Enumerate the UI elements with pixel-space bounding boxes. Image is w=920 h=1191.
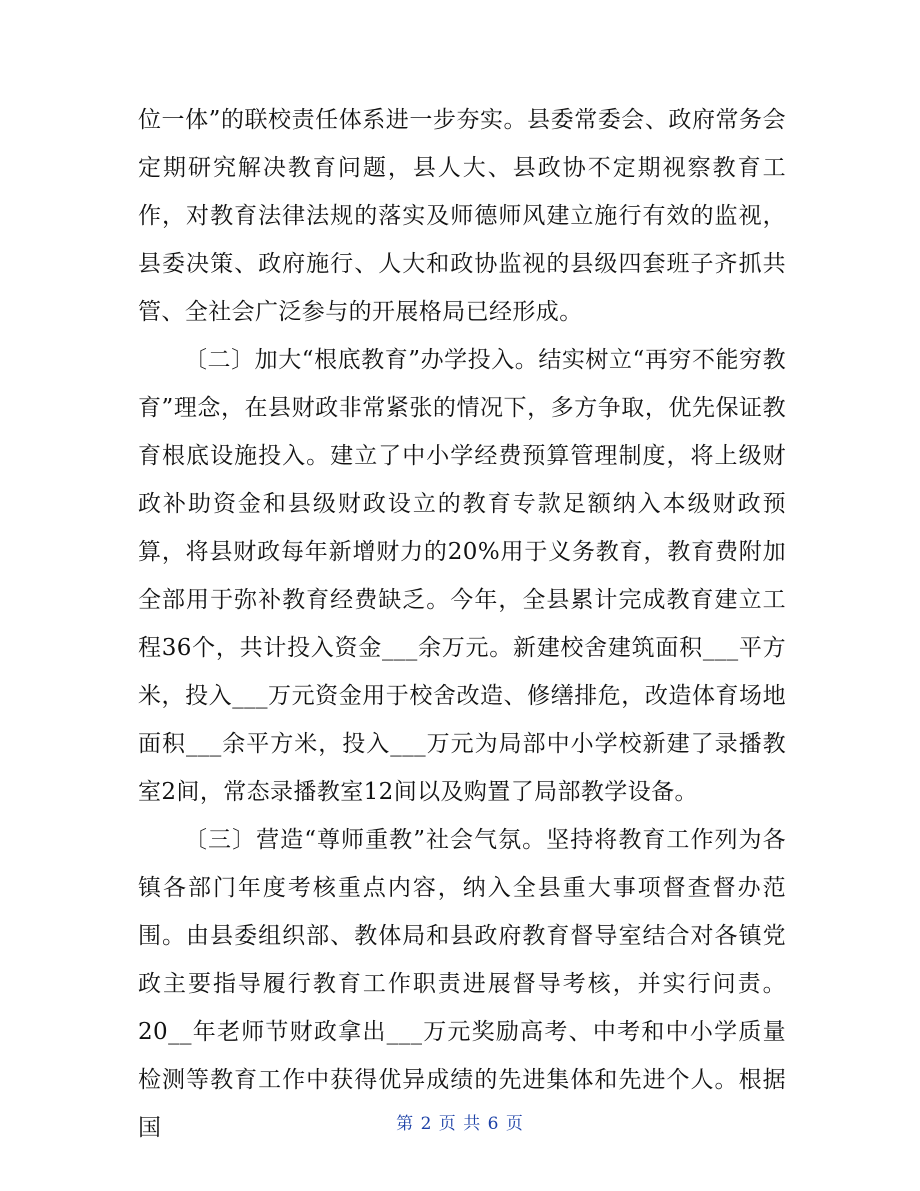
paragraph-section-three: 〔三〕营造“尊师重教”社会气氛。坚持将教育工作列为各镇各部门年度考核重点内容，纳入全县重大事项督查督办范围。由县委组织部、教体局和县政府教育督导室结合对各镇党政主要指导履行教育工作职责进展督导考核，并实行问责。20__年老师节财政拿出___万元奖励高考、中考和中小学质量检测等教育工作中获得优异成绩的先进集体和先进个人。根据国 xyxy=(138,827,786,1141)
paragraph-section-two: 〔二〕加大“根底教育”办学投入。结实树立“再穷不能穷教育”理念，在县财政非常紧张的情况下，多方争取，优先保证教育根底设施投入。建立了中小学经费预算管理制度，将上级财政补助资金和县级财政设立的教育专款足额纳入本级财政预算，将县财政每年新增财力的20%用于义务教育，教育费附加全部用于弥补教育经费缺乏。今年，全县累计完成教育建立工程36个，共计投入资金___余万元。新建校舍建筑面积___平方米，投入___万元资金用于校舍改造、修缮排危，改造体育场地面积___余平方米，投入___万元为局部中小学校新建了录播教室2间，常态录播教室12间以及购置了局部教学设备。 xyxy=(138,347,786,805)
paragraph-continuation: 位一体”的联校责任体系进一步夯实。县委常委会、政府常务会定期研究解决教育问题，县人大、县政协不定期视察教育工作，对教育法律法规的落实及师德师风建立施行有效的监视，县委决策、政府施行、人大和政协监视的县级四套班子齐抓共管、全社会广泛参与的开展格局已经形成。 xyxy=(138,107,786,325)
document-body xyxy=(138,96,786,1152)
page-footer: 第 2 页 共 6 页 xyxy=(396,1114,524,1134)
